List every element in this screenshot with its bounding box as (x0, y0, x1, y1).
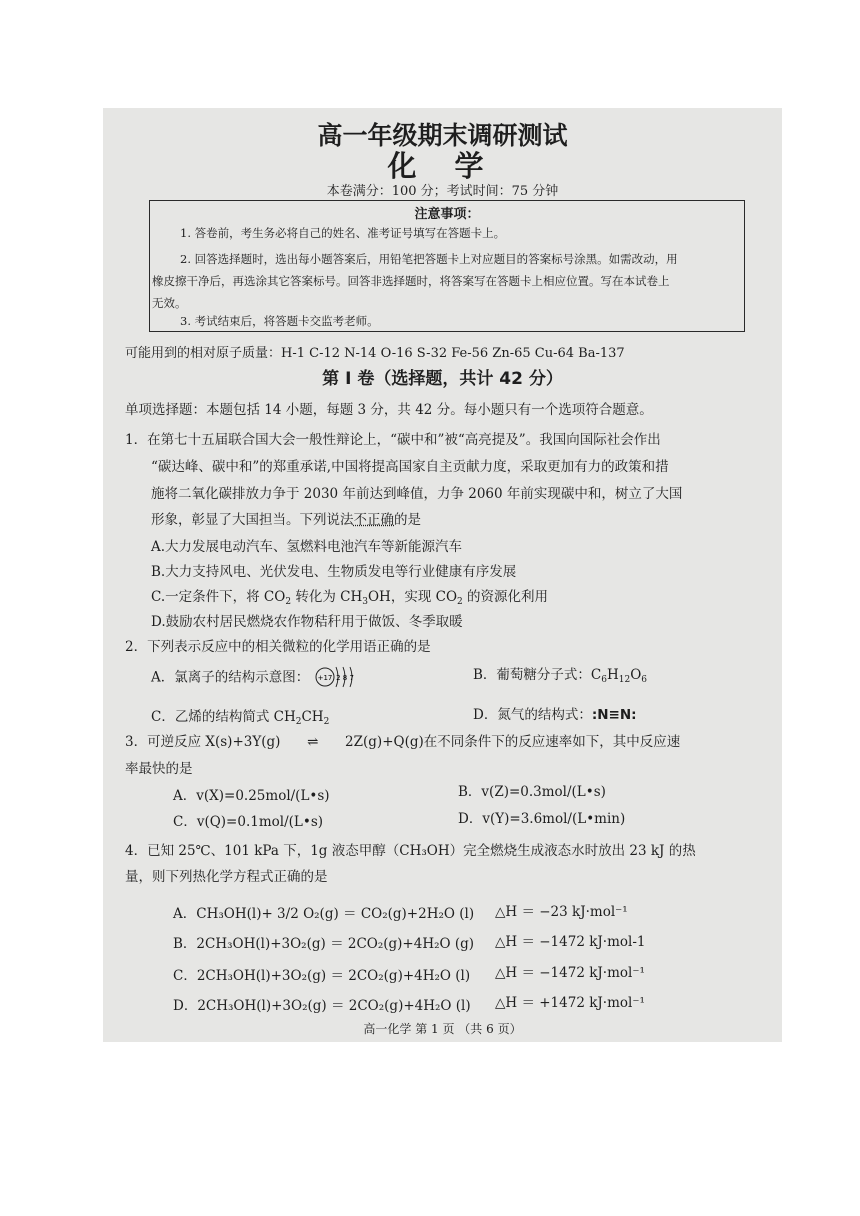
q1-emphasis: 不正确 (353, 512, 394, 528)
q2-option-b (473, 663, 647, 685)
q2-a-text: A．氯离子的结构示意图： (151, 669, 310, 686)
q1-c-text-1: C.一定条件下，将 CO (151, 589, 286, 605)
q2-option-c: C．乙烯的结构简式 $CH_2CH_2$ (151, 709, 330, 727)
q2-c-text-1: C．乙烯的结构简式 CH (151, 709, 296, 725)
q4-a-enthalpy: △H ＝ −23 kJ·mol⁻¹ (495, 904, 628, 920)
q3-text-1: 3．可逆反应 X(s)+3Y(g) (125, 734, 281, 750)
q1-c-text-3: OH，实现 CO (367, 589, 458, 605)
page-footer: 高一化学 第 1 页 （共 6 页） (363, 1022, 522, 1036)
q2-option-a (151, 663, 364, 693)
ion-shells: 2 8 7 (335, 674, 354, 682)
q3-option-a: A．v(X)=0.25mol/(L•s) (173, 788, 330, 804)
q4-option-a: A．CH₃OH(l)+ 3/2 O₂(g) ＝ CO₂(g)+2H₂O (l) (173, 906, 475, 922)
q2-b-text-1: B．葡萄糖分子式：C (473, 667, 602, 683)
ion-nucleus: +17 (317, 674, 332, 682)
q1-c-text-4: 的资源化利用 (462, 589, 549, 605)
q1-option-b: B.大力支持风电、光伏发电、生物质发电等行业健康有序发展 (151, 564, 517, 580)
section-instruction: 单项选择题：本题包括 14 小题，每题 3 分，共 42 分。每小题只有一个选项符合题意。 (125, 402, 653, 418)
section-title: 第 I 卷（选择题，共计 42 分） (322, 369, 563, 389)
q4-line-2: 量，则下列热化学方程式正确的是 (125, 869, 328, 885)
notice-line-3: 3. 考试结束后，将答题卡交监考老师。 (180, 314, 379, 328)
q4-option-c: C．2CH₃OH(l)+3O₂(g) ＝ 2CO₂(g)+4H₂O (l) (173, 968, 471, 984)
q1-line-4 (151, 508, 421, 528)
q1-line-4-post: 的是 (394, 512, 421, 528)
subject-title: 化 学 (387, 149, 498, 183)
q2-option-d (473, 703, 637, 723)
q1-option-d: D.鼓励农村居民燃烧农作物秸秆用于做饭、冬季取暖 (151, 614, 463, 630)
notice-title: 注意事项： (414, 207, 480, 222)
q1-c-text-2: 转化为 CH (291, 589, 363, 605)
q2-stem: 2．下列表示反应中的相关微粒的化学用语正确的是 (125, 639, 431, 655)
q2-b-text-3: O (630, 667, 642, 683)
q4-d-enthalpy: △H ＝ +1472 kJ·mol⁻¹ (495, 995, 645, 1011)
q1-option-a: A.大力发展电动汽车、氢燃料电池汽车等新能源汽车 (151, 539, 463, 555)
chloride-ion-diagram-icon (314, 663, 364, 693)
q2-b-sub-3: 6 (641, 675, 648, 685)
q2-b-text-2: H (606, 667, 619, 683)
q1-option-c: C.一定条件下，将 $CO_2$ 转化为 $CH_3OH$，实现 $CO_2$ 的资源化利用 (151, 589, 549, 607)
q3-option-d: D．v(Y)=3.6mol/(L•min) (458, 811, 626, 827)
q1-line-4-pre: 形象，彰显了大国担当。下列说法 (151, 512, 354, 528)
notice-line-2a: 2. 回答选择题时，选出每小题答案后，用铅笔把答题卡上对应题目的答案标号涂黑。如需改动，用 (180, 252, 678, 266)
notice-line-2b: 橡皮擦干净后，再选涂其它答案标号。回答非选择题时，将答案写在答题卡上相应位置。写在本试卷上 (152, 274, 670, 288)
q2-d-text: D．氮气的结构式： (473, 707, 592, 723)
equilibrium-arrow-icon: ⇌ (307, 734, 319, 750)
q3-line-2: 率最快的是 (125, 761, 193, 777)
q3-line-1 (125, 730, 680, 750)
q4-option-b: B．2CH₃OH(l)+3O₂(g) ＝ 2CO₂(g)+4H₂O (g) (173, 936, 475, 952)
nitrogen-structure: :N≡N: (591, 707, 637, 723)
q4-b-enthalpy: △H ＝ −1472 kJ·mol-1 (495, 934, 646, 950)
atomic-masses: 可能用到的相对原子质量：H-1 C-12 N-14 O-16 S-32 Fe-56 Zn-65 Cu-64 Ba-137 (125, 346, 625, 361)
exam-title: 高一年级期末调研测试 (317, 121, 568, 150)
notice-line-1: 1. 答卷前，考生务必将自己的姓名、准考证号填写在答题卡上。 (180, 226, 506, 240)
q4-c-enthalpy: △H ＝ −1472 kJ·mol⁻¹ (495, 965, 645, 981)
q2-b-sub-2: 12 (618, 675, 631, 685)
q3-option-b: B．v(Z)=0.3mol/(L•s) (458, 784, 606, 800)
q1-line-3: 施将二氧化碳排放力争于 2030 年前达到峰值，力争 2060 年前实现碳中和，树立了大国 (151, 486, 683, 502)
q3-option-c: C．v(Q)=0.1mol/(L•s) (173, 814, 324, 830)
notice-line-2c: 无效。 (152, 296, 187, 310)
notice-box (149, 200, 745, 332)
exam-info: 本卷满分：100 分；考试时间：75 分钟 (326, 184, 559, 199)
q2-b-sub-1: 6 (601, 675, 607, 685)
exam-page (103, 108, 782, 1042)
q2-c-text-2: CH (301, 709, 324, 725)
q4-line-1: 4．已知 25℃、101 kPa 下，1g 液态甲醇（CH₃OH）完全燃烧生成液态水时放出 23 kJ 的热 (125, 843, 696, 859)
q3-text-2: 2Z(g)+Q(g)在不同条件下的反应速率如下，其中反应速 (345, 734, 681, 750)
q1-line-1: 1．在第七十五届联合国大会一般性辩论上，“碳中和”被“高亮提及”。我国向国际社会作出 (125, 432, 661, 448)
q4-option-d: D．2CH₃OH(l)+3O₂(g) ＝ 2CO₂(g)+4H₂O (l) (173, 998, 471, 1014)
q1-line-2: “碳达峰、碳中和”的郑重承诺,中国将提高国家自主贡献力度，采取更加有力的政策和措 (151, 459, 669, 475)
